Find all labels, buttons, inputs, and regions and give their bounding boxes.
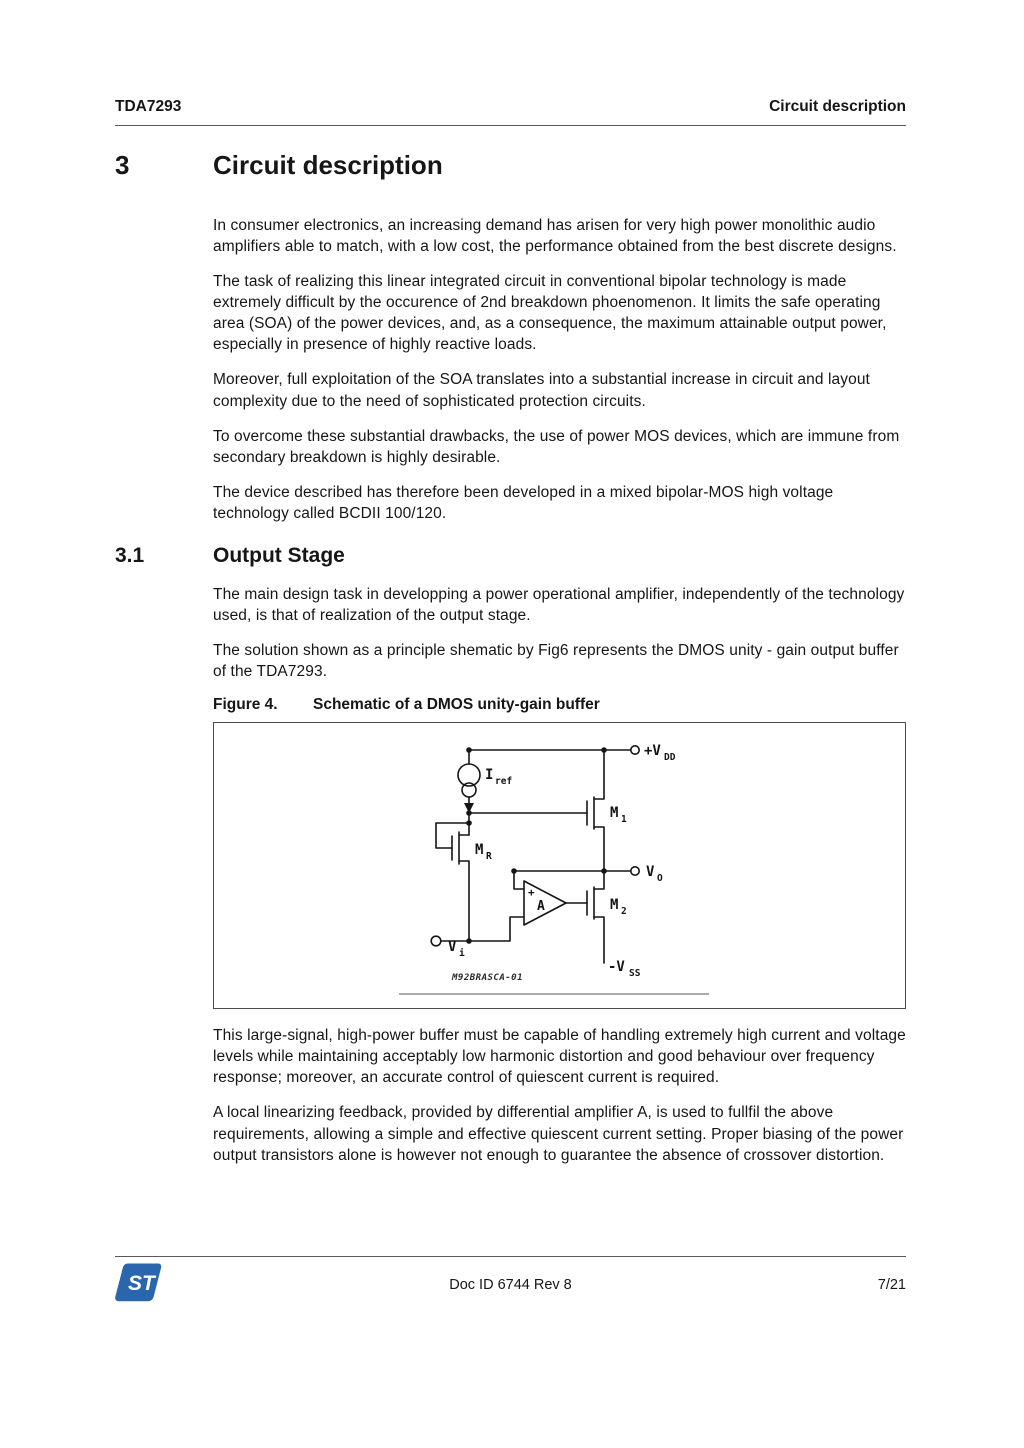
st-logo (115, 1262, 162, 1303)
vss-label: -V (608, 959, 625, 976)
subsection-heading (115, 544, 907, 568)
header-chapter: Circuit description (769, 98, 906, 115)
subsection-number: 3.1 (115, 543, 145, 567)
page-footer (115, 1256, 906, 1307)
vi-label: V (448, 939, 457, 956)
section-paragraph: The task of realizing this linear integrated circuit in conventional bipolar technology is made extremely difficult by the occurence of 2nd breakdown phoenomenon. It limits the safe operating area (SOA) of the power devices, and, as a consequence, the maximum attainable output power, especially in presence of highly reactive loads. (213, 273, 887, 354)
vi-terminal (431, 936, 441, 946)
dmos-buffer-schematic (214, 723, 903, 1006)
m1-label: M (610, 805, 619, 822)
figure-label: Figure 4. (213, 696, 278, 714)
vss-sub: SS (629, 968, 641, 980)
section-number: 3 (115, 150, 130, 180)
m2-sub: 2 (621, 906, 627, 918)
amp-plus-label: + (528, 886, 535, 900)
section-title: Circuit description (213, 150, 443, 180)
section-paragraph: Moreover, full exploitation of the SOA translates into a substantial increase in circuit and layout complexity due to the need of sophisticated protection circuits. (213, 371, 870, 410)
vo-label: V (646, 864, 655, 881)
st-logo-text: ST (128, 1272, 155, 1295)
subsection-paragraph: The main design task in developping a power operational amplifier, independently of the technology used, is that of realization of the output stage. (213, 585, 905, 625)
section-heading (115, 150, 907, 181)
m2-label: M (610, 897, 619, 914)
iref-sub: ref (495, 776, 513, 788)
figure-caption: Schematic of a DMOS unity-gain buffer (313, 696, 600, 714)
vdd-sub: DD (664, 752, 676, 764)
mr-sub: R (486, 851, 492, 863)
page-header (115, 98, 906, 126)
schematic-watermark: M92BRASCA-01 (452, 973, 524, 984)
section-paragraph: The device described has therefore been developed in a mixed bipolar-MOS high voltage technology called BCDII 100/120. (213, 483, 834, 522)
closing-paragraph: A local linearizing feedback, provided by differential amplifier A, is used to fullfil the above requirements, allowing a simple and effective quiescent current setting. Proper biasing of the power output transistors alone is however not enough to guarantee the absence of crossover distortion. (213, 1104, 904, 1164)
vdd-label: +V (644, 743, 661, 760)
iref-label: I (485, 767, 494, 784)
vo-terminal (631, 867, 639, 875)
closing-paragraph: This large-signal, high-power buffer must be capable of handling extremely high current and voltage levels while maintaining acceptably low harmonic distortion and good behaviour over frequency response; moreover, an accurate control of quiescent current is required. (213, 1027, 906, 1087)
mr-label: M (475, 842, 484, 859)
footer-docid: Doc ID 6744 Rev 8 (449, 1276, 572, 1293)
footer-logo-wrap (115, 1262, 225, 1307)
vo-sub: O (657, 873, 663, 885)
terminals (431, 746, 639, 946)
section-paragraph: In consumer electronics, an increasing demand has arisen for very high power monolithic audio amplifiers able to match, with a low cost, the performance obtained from the best discrete designs. (213, 217, 897, 256)
current-source-icon (462, 783, 476, 797)
page-content (115, 150, 907, 1180)
section-paragraph: To overcome these substantial drawbacks, the use of power MOS devices, which are immune from secondary breakdown is highly desirable. (213, 427, 900, 466)
amp-label: A (537, 899, 545, 915)
schematic-wires (436, 750, 631, 963)
subsection-title: Output Stage (213, 543, 345, 567)
footer-page-number: 7/21 (877, 1276, 906, 1293)
vdd-terminal (631, 746, 639, 754)
header-model: TDA7293 (115, 98, 182, 115)
figure-frame (213, 722, 906, 1009)
figure-caption-row (213, 696, 907, 714)
vi-sub: i (459, 948, 465, 960)
subsection-paragraph: The solution shown as a principle shematic by Fig6 represents the DMOS unity - gain output buffer of the TDA7293. (213, 642, 899, 681)
m1-sub: 1 (621, 814, 627, 826)
